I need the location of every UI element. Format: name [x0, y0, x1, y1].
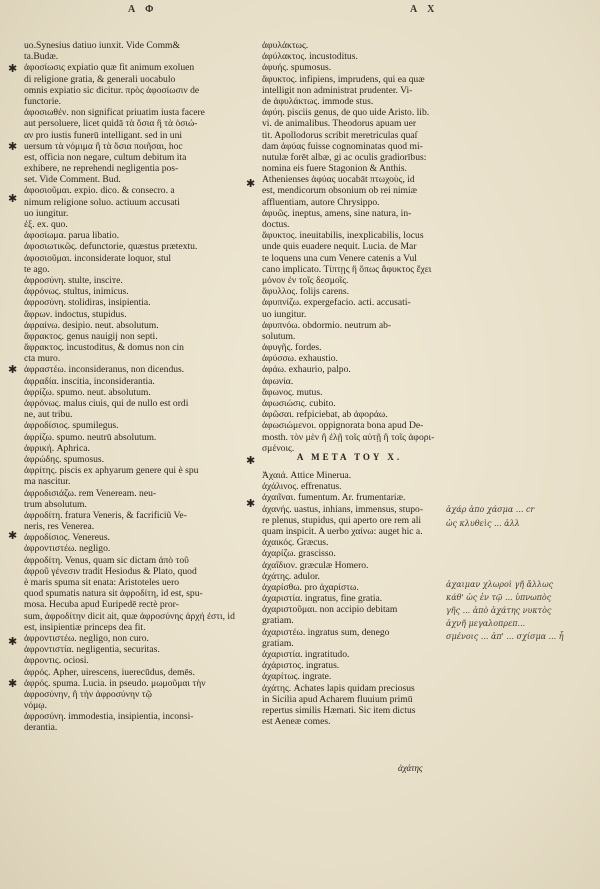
text-line: ἀχαιῖναι. fumentum. Ar. frumentariæ.	[262, 492, 406, 504]
text-line: ἀφυπνόω. obdormio. neutrum ab-	[262, 319, 392, 331]
text-line: ἄφυλλος. folijs carens.	[262, 286, 350, 298]
text-line: vi. de animalibus. Theodorus apuam uer	[262, 118, 417, 130]
text-line: mosth. τὸν μὲν ἢ ἐλῇ τοῖς αὐτῇ ἢ τοῖς ἀφορι-	[262, 431, 435, 443]
text-line: uersum τὰ νόμιμα ἢ τὰ ὅσια ποιῆσαι, hoc	[24, 140, 183, 152]
asterisk-icon: ✱	[8, 63, 18, 75]
text-line: ἀχάτης. adulor.	[262, 570, 320, 582]
text-line: re plenus, stupidus, qui aperto ore rem ali	[262, 514, 422, 526]
text-line: ἀχάριστος. ingratus.	[262, 660, 340, 672]
text-line: ἀφυής. spumosus.	[262, 62, 332, 74]
text-line: ἀφύη. pisciis genus, de quo uide Aristo. lib.	[262, 107, 430, 119]
left-column	[24, 40, 256, 734]
text-line: ἀφρίζω. spumo. neut. absolutum.	[24, 386, 151, 398]
text-line: ἀφρική. Aphrica.	[24, 442, 90, 454]
text-line: ἐξ. ex. quo.	[24, 219, 68, 230]
text-line: ἀφρίτης. piscis ex aphyarum genere qui è spu	[24, 465, 199, 477]
text-line: aut persoluere, licet quidā τὰ ὅσια ἢ τὰ ὁσιώ-	[24, 118, 198, 130]
text-line: ἀφύσσω. exhaustio.	[262, 353, 338, 365]
text-line: νόμῳ.	[24, 700, 47, 712]
text-line: repertus similis Hæmati. Sic item dictus	[262, 704, 416, 716]
text-line: set. Vide Comment. Bud.	[24, 174, 121, 186]
text-line: quam inspicit. A uerbo χαίνω: auget hic a.	[262, 525, 423, 537]
asterisk-icon: ✱	[8, 193, 18, 205]
text-line: exhibere, ne reprehendi negligentia pos-	[24, 163, 179, 175]
text-line: neris, res Venerea.	[24, 521, 95, 533]
text-line: ἀφυπνίζω. expergefacio. acti. accusati-	[262, 297, 411, 309]
text-line: ἀφροσύνη. stulte, insciтe.	[24, 274, 123, 286]
text-line: cano implicato. Τίπτῃς ἢ ὅπως ἄφυκτος ἔχει	[262, 263, 432, 275]
text-line: ἀφοσίωμα. parua libatio.	[24, 230, 120, 242]
text-line: ἀφροῦ γένεσιν tradit Hesiodus & Plato, quod	[24, 565, 197, 577]
text-line: ἄφρακτος. incustoditus, & domus non cin	[24, 342, 184, 354]
right-column-top	[262, 40, 440, 454]
text-line: te ago.	[24, 263, 50, 275]
text-line: functorie.	[24, 95, 62, 107]
text-line: ἄφωνος. mutus.	[262, 386, 323, 398]
text-line: ἄφυκτος. ineuitabilis, inexplicabilis, locus	[262, 230, 424, 242]
text-line: omnis expiatio sic dicitur. πρὸς ἀφοσίωσιν de	[24, 84, 200, 96]
text-line: ἀφροντις. ociosi.	[24, 655, 89, 667]
text-line: nimum religione soluo. actiuum accusati	[24, 196, 180, 208]
text-line: est, mendicorum obsonium ob rei nimiæ	[262, 185, 418, 197]
text-line: ἄφρακτος. genus nauigij non septi.	[24, 330, 158, 342]
text-line: nomina eis fuere Stagonion & Anthis.	[262, 163, 407, 175]
asterisk-icon: ✱	[246, 178, 256, 190]
text-line: dam ἀφύας fuisse cognominatas quod mi-	[262, 140, 423, 152]
text-line: ἀχαριστία. ingratus, fine gratia.	[262, 593, 383, 605]
text-line: ἀφρόνως. stultus, inimicus.	[24, 286, 129, 298]
marginal-note: κάθ' ὡς ἐν τῷ ... ὑπνωπὸς	[446, 593, 552, 602]
text-line: ἀφωσιώσις. cubito.	[262, 398, 336, 409]
marginal-note: ὡς κλυθεὶς ... ἀλλ	[446, 519, 520, 528]
text-line: ἄφυκτος. infipiens, imprudens, qui ea quæ	[262, 73, 425, 85]
section-heading: A META TOY X.	[296, 452, 403, 462]
text-line: de ἀφυλάκτως. immode stus.	[262, 95, 374, 107]
text-line: quod spumatis natura sit ἀφροδίτη, id est, spu-	[24, 588, 203, 600]
text-line: trum absolutum.	[24, 498, 87, 510]
running-head-left: A Φ	[128, 4, 158, 15]
right-column-bottom	[262, 470, 440, 727]
marginal-note: ἀχαιμαν χλωροὶ γῆ ἄλλως	[446, 580, 554, 589]
text-line: ἀφραστέω. inconsideranus, non dicendus.	[24, 364, 185, 376]
text-line: ἀφραίνω. desipio. neut. absolutum.	[24, 319, 159, 331]
asterisk-icon: ✱	[8, 530, 18, 542]
text-line: ἀφοσιοῦμαι. inconsiderate loquor, stul	[24, 252, 172, 264]
text-line: ἀχαριστία. ingratitudo.	[262, 649, 350, 660]
text-line: ἀφωσιώμενοι. oppignorata bona apud De-	[262, 420, 424, 432]
text-line: est, officia non negare, cultum debitum ita	[24, 151, 187, 163]
text-line: ἀχάλινος. effrenatus.	[262, 481, 342, 493]
text-line: ἀφοσιωτικῶς. defunctorie, quæstus prætextu.	[24, 241, 198, 253]
text-line: cta muro.	[24, 353, 61, 365]
text-line: in Sicilia apud Acharem fluuium primū	[262, 693, 413, 705]
text-line: ne, aut tribu.	[24, 409, 73, 421]
text-line: ἀφροδίτη. fratura Veneris, & facrificiũ Ve-	[24, 509, 187, 521]
text-line: ἀφοσιωθέν. non significat priuatim iusta facere	[24, 107, 205, 119]
text-line: ἀφυλάκτως.	[262, 40, 309, 51]
text-line: uo.Synesius datiuo iunxit. Vide Comm&	[24, 40, 180, 51]
text-line: ta.Budæ.	[24, 51, 59, 63]
asterisk-icon: ✱	[8, 141, 18, 153]
text-line: ἀφοσιοῦμαι. expio. dico. & consecro. a	[24, 185, 175, 197]
text-line: Ἀχαιά. Attice Minerua.	[262, 470, 352, 481]
text-line: gratiam.	[262, 615, 294, 627]
text-line: ἀφραδία. inscitia, inconsiderantia.	[24, 375, 155, 387]
text-line: ἀχαρίτως. ingrate.	[262, 671, 332, 683]
text-line: solutum.	[262, 330, 296, 342]
running-head-right: A X	[410, 4, 439, 15]
text-line: σμένοις.	[262, 442, 295, 454]
text-line: ἀχαΐδιον. græculæ Homero.	[262, 559, 369, 571]
text-line: unde quis euadere nequit. Lucia. de Mar	[262, 241, 417, 253]
text-line: uo iungitur.	[262, 308, 307, 320]
asterisk-icon: ✱	[8, 636, 18, 648]
text-line: ἀχάτης. Achates lapis quidam preciosus	[262, 682, 415, 694]
text-line: tit. Apollodorus scribit meretriculas quaſ	[262, 129, 418, 141]
text-line: ἀφροδισιάζω. rem Veneream. neu-	[24, 487, 157, 499]
marginal-note: ἀχάρ ἀπο χάσμα ... cr	[446, 505, 535, 514]
text-line: nutulæ forēt albæ, gi ac oculis gradiorībus:	[262, 151, 427, 163]
asterisk-icon: ✱	[246, 498, 256, 510]
text-line: est, insipientiæ princeps dea fit.	[24, 621, 146, 633]
text-line: mosa. Hecuba apud Euripedē rectè pror-	[24, 599, 179, 611]
text-line: ἀχαρίζω. grascisso.	[262, 548, 336, 560]
text-line: ἀχαρίσθω. pro ἀχαρίστω.	[262, 581, 359, 593]
text-line: ἄφρων. indoctus, stupidus.	[24, 308, 127, 320]
text-line: est Aeneæ comes.	[262, 716, 331, 728]
text-line: sum, ἀφροδίτην dicit ait, quæ ἀφροσύνης ἀρχή ἐστι, id	[24, 610, 235, 622]
text-line: ἀφῶσαι. refpiciebat, ab ἀφοράω.	[262, 409, 388, 421]
text-line: ἀφροσύνη. stolidiras, insipientia.	[24, 297, 151, 309]
text-line: affluentiam, autore Chrysippo.	[262, 196, 380, 208]
text-line: ἀφρός. spuma. Lucia. in pseudo. μωμοῦμαι τὴν	[24, 677, 206, 689]
text-line: ἀφροδίσιος. Venereus.	[24, 532, 110, 544]
text-line: ἀφροσύνη. immodestia, insipientia, inconsi-	[24, 711, 194, 723]
text-line: ἀχαριστέω. ingratus sum, denego	[262, 626, 390, 638]
text-line: è maris spuma sit enata: Aristoteles uero	[24, 577, 180, 588]
text-line: intelligit non administrat prudenter. Vi-	[262, 84, 413, 96]
text-line: ἀφρώδης. spumosus.	[24, 453, 105, 465]
text-line: doctus.	[262, 219, 290, 230]
text-line: μόνον ἐν τοῖς δεσμοῖς.	[262, 274, 349, 286]
text-line: ἀχαικός. Græcus.	[262, 537, 329, 549]
text-line: ἀφροντιστία. negligentia, securitas.	[24, 644, 160, 656]
text-line: ἀφύλακτος. incustoditus.	[262, 51, 358, 63]
text-line: ἀφάω. exhaurio, palpo.	[262, 364, 351, 376]
text-line: ἀφρίζω. spumo. neutrū absolutum.	[24, 431, 157, 443]
text-line: ἀχανής. uastus, inhians, immensus, stupo-	[262, 503, 424, 515]
signature-mark: ἀχάτης	[398, 763, 423, 773]
text-line: ἀφυῶς. ineptus, amens, sine natura, in-	[262, 207, 412, 219]
marginal-note: γῆς ... ἀπὸ ἀχάτης νυκτὸς	[446, 606, 552, 615]
text-line: te loquens una cum Venere catenis a Vul	[262, 252, 417, 264]
text-line: ἀφροντιστέω. negligo, non curo.	[24, 632, 149, 644]
text-line: ἀφροδίσιος. spumilegus.	[24, 420, 119, 432]
text-line: αν pro iustis funerū intelligant. sed in uni	[24, 129, 183, 141]
text-line: ἀφροσύνην, ἢ τὴν ἀφροσύνην τῷ	[24, 688, 152, 700]
text-line: ἀφροδίτη. Venus, quam sic dictam ἀπὸ τοῦ	[24, 554, 189, 566]
text-line: ἀφρός. Apher, uirescens, iuerecūdus, demēs.	[24, 666, 195, 678]
marginal-note: ἀχνῆ μεγαλοπρεπ...	[446, 619, 526, 628]
asterisk-icon: ✱	[8, 678, 18, 690]
asterisk-icon: ✱	[246, 455, 256, 467]
text-line: derantia.	[24, 722, 58, 734]
text-line: di religione gratia, & generali uocabulo	[24, 73, 176, 85]
text-line: gratiam.	[262, 637, 294, 649]
asterisk-icon: ✱	[8, 364, 18, 376]
text-line: ma nascitur.	[24, 476, 71, 488]
text-line: ἀφυγῆς. fordes.	[262, 342, 322, 354]
text-line: ἀφροντιστέω. negligo.	[24, 543, 111, 555]
text-line: Athenienses ἀφύας uocabāt πτωχοὺς, id	[262, 174, 415, 186]
text-line: ἀχαριστοῦμαι. non accipio debitam	[262, 604, 398, 616]
text-line: ἀφωνία.	[262, 375, 294, 387]
text-line: uo iungitur.	[24, 207, 69, 219]
marginal-note: σμένοις ... ἀπ' ... σχίσμα ... ἦ	[446, 632, 564, 641]
text-line: ἀφρόνως. malus ciuis, qui de nullo est ordi	[24, 398, 189, 409]
text-line: ἀφοσίωσις expiatio quæ fit animum exoluen	[24, 62, 195, 74]
